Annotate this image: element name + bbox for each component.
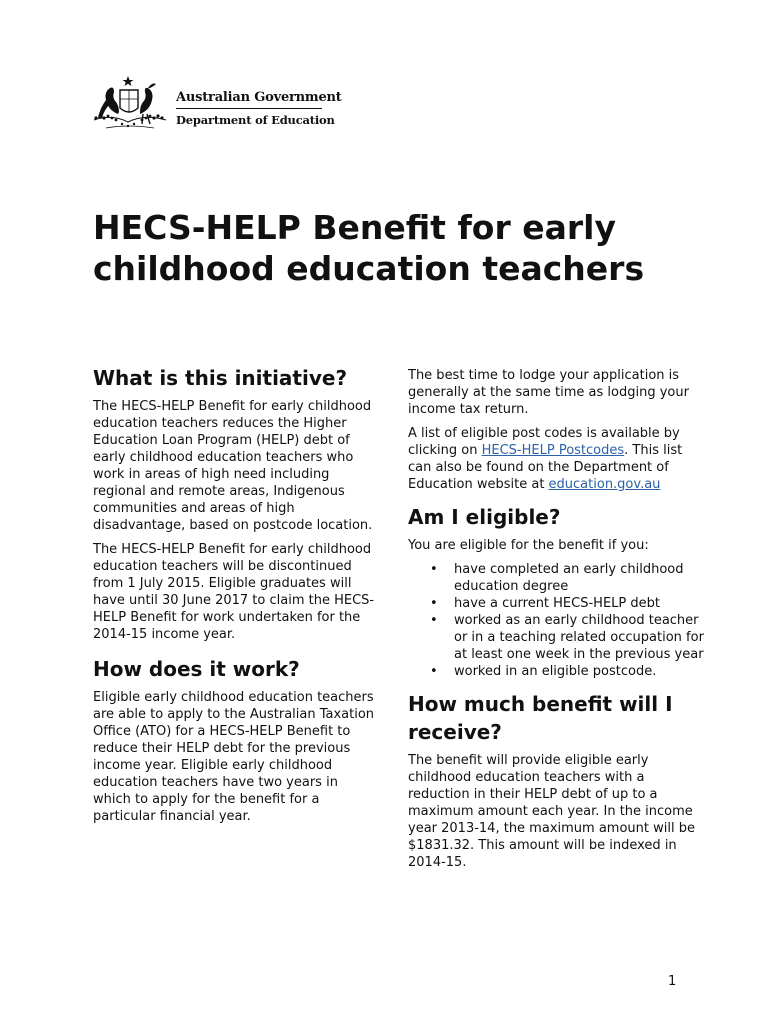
list-item-text: worked as an early childhood teacher or in a teaching related occupation for at least one week in the previous year	[454, 613, 704, 662]
how-it-works-paragraph: Eligible early childhood education teachers are able to apply to the Australian Taxation Office (ATO) for a HECS-HELP Benefit to reduce their HELP debt for the previous income year. Eligible early childhood education teachers have two years in which to apply for the benefit for a particular financial year.	[93, 690, 375, 824]
department-name: Department of Education	[176, 113, 335, 127]
bullet-icon: •	[430, 562, 438, 577]
logo-divider	[176, 108, 322, 109]
benefit-amount-paragraph: The benefit will provide eligible early childhood education teachers with a reduction in their HELP debt of up to a maximum amount each year. In the income year 2013-14, the maximum amount will be $1831.32. This amount will be indexed in 2014-15.	[408, 753, 695, 870]
list-item-text: have completed an early childhood education degree	[454, 562, 684, 594]
postcodes-text-middle: . This list can also be found on the Department of Education website at	[408, 443, 683, 492]
coat-of-arms-icon	[92, 74, 170, 132]
how-does-it-work-heading: How does it work?	[93, 657, 300, 681]
eligibility-intro: You are eligible for the benefit if you:	[408, 538, 649, 553]
left-column	[93, 364, 378, 832]
how-much-benefit-heading: How much benefit will I receive?	[408, 692, 673, 744]
government-logo	[92, 74, 342, 134]
initiative-paragraph-1: The HECS-HELP Benefit for early childhood education teachers reduces the Higher Education Loan Program (HELP) debt of early childhood education teachers who work in areas of high need including regional and remote areas, Indigenous communities and areas of high disadvantage, based on postcode location.	[93, 399, 373, 533]
org-name: Australian Government	[176, 90, 342, 105]
list-item	[408, 561, 708, 595]
eligibility-list	[408, 561, 708, 680]
bullet-icon: •	[430, 596, 438, 611]
logo-wordmark	[176, 90, 342, 127]
page-title: HECS-HELP Benefit for early childhood education teachers	[93, 208, 645, 288]
bullet-icon: •	[430, 613, 438, 628]
list-item	[408, 612, 708, 663]
list-item-text: have a current HECS-HELP debt	[454, 596, 660, 611]
lodge-timing-paragraph: The best time to lodge your application is generally at the same time as lodging your income tax return.	[408, 368, 689, 417]
hecs-help-postcodes-link[interactable]: HECS-HELP Postcodes	[481, 443, 625, 458]
postcodes-paragraph	[408, 425, 708, 493]
postcodes-text-before: A list of eligible post codes is available by clicking on	[408, 426, 680, 458]
right-column	[408, 367, 708, 878]
bullet-icon: •	[430, 664, 438, 679]
what-is-initiative-heading: What is this initiative?	[93, 366, 348, 390]
list-item-text: worked in an eligible postcode.	[454, 664, 657, 679]
education-gov-au-link[interactable]: education.gov.au	[548, 477, 661, 492]
list-item	[408, 663, 708, 680]
initiative-paragraph-2: The HECS-HELP Benefit for early childhood education teachers will be discontinued from 1 July 2015. Eligible graduates will have until 30 June 2017 to claim the HECS-HELP Benefit for work undertaken for the 2014-15 income year.	[93, 542, 375, 642]
page-number: 1	[668, 974, 677, 989]
am-i-eligible-heading: Am I eligible?	[408, 505, 561, 529]
list-item	[408, 595, 708, 612]
